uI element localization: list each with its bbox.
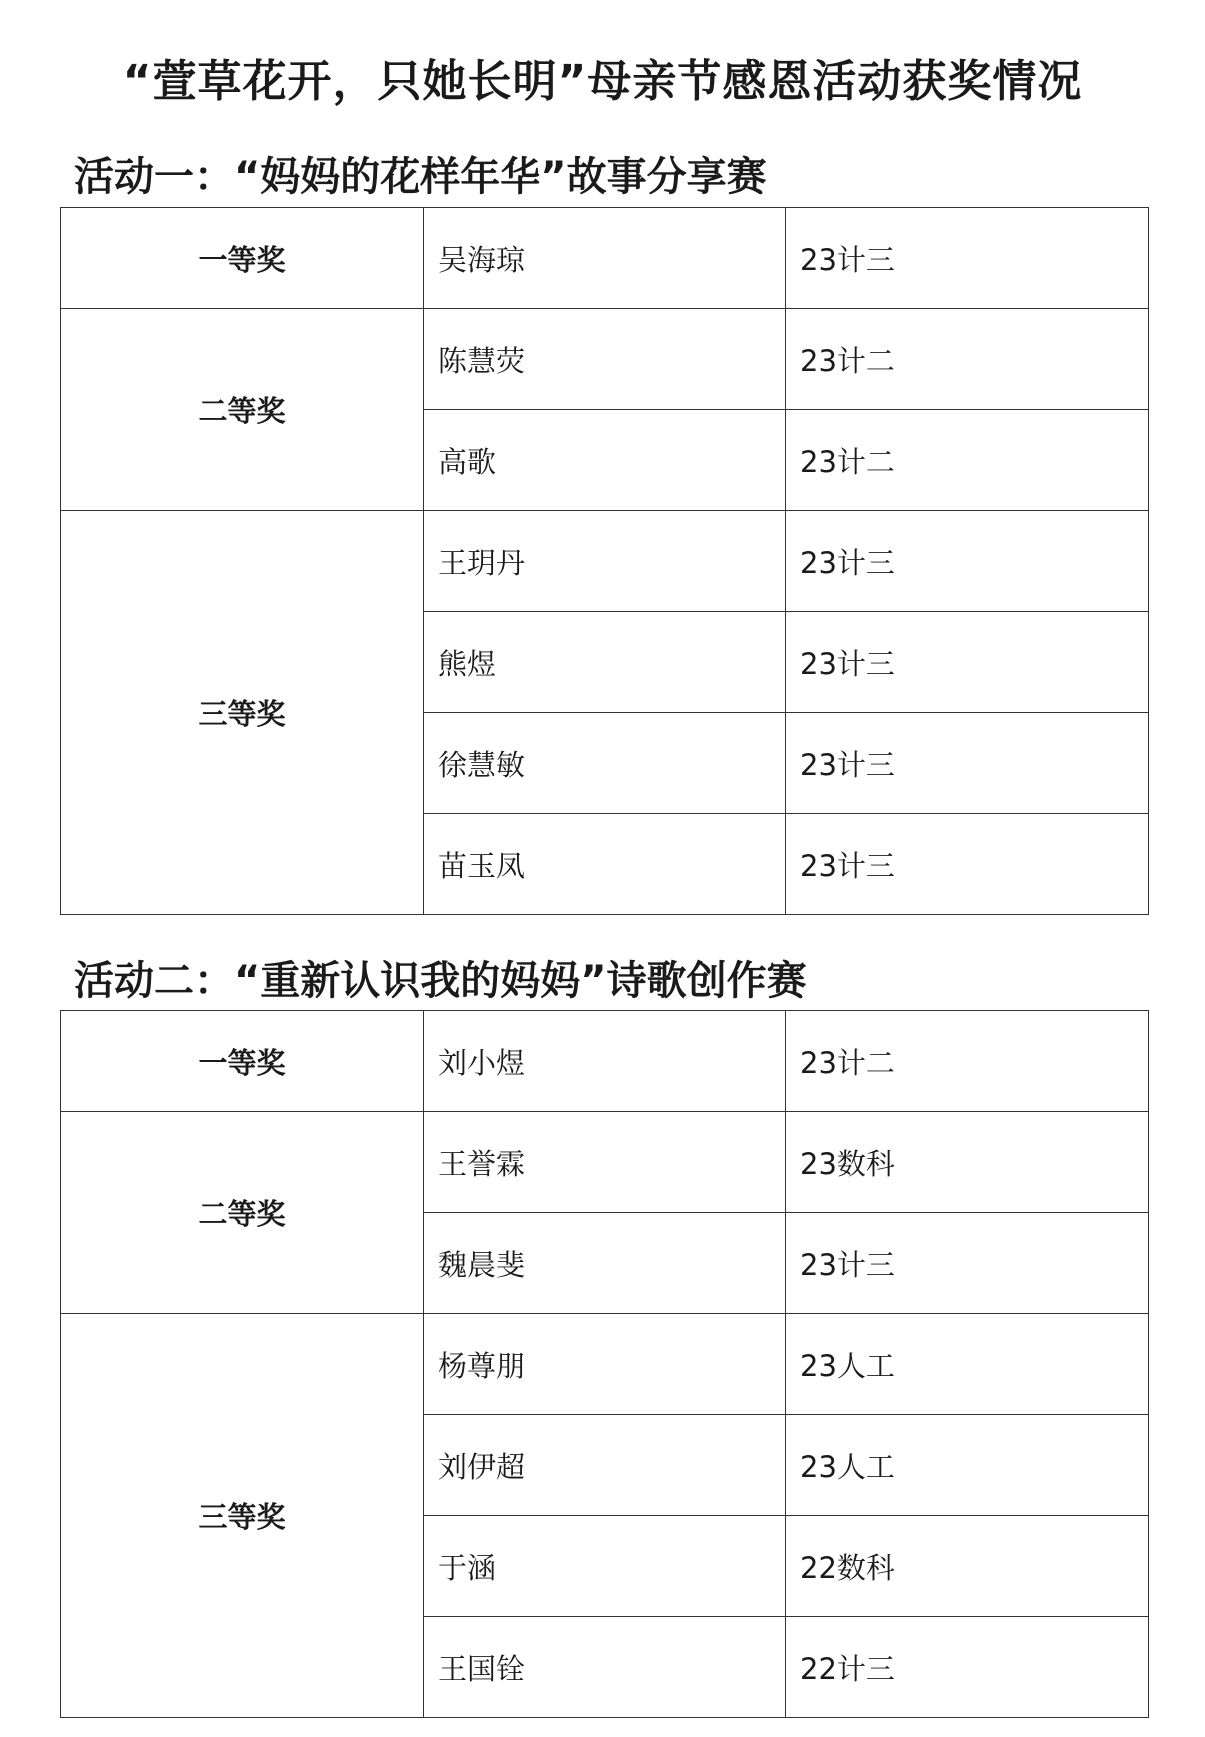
winner-name: 吴海琼 — [424, 208, 786, 309]
table-row — [61, 309, 1149, 410]
award-level-first: 一等奖 — [61, 208, 424, 309]
winner-name: 杨尊朋 — [424, 1314, 786, 1415]
winner-class: 23计三 — [786, 713, 1149, 814]
page-title: “萱草花开，只她长明”母亲节感恩活动获奖情况 — [122, 56, 1083, 107]
table-row — [61, 1011, 1149, 1112]
winner-class: 23计三 — [786, 612, 1149, 713]
winner-name: 陈慧荧 — [424, 309, 786, 410]
table-row — [61, 511, 1149, 612]
activity-1-heading: 活动一：“妈妈的花样年华”故事分享赛 — [74, 154, 767, 200]
winner-name: 高歌 — [424, 410, 786, 511]
winner-name: 王玥丹 — [424, 511, 786, 612]
winner-class: 23计三 — [786, 814, 1149, 915]
activity-2-award-table — [60, 1010, 1149, 1718]
winner-class: 23计二 — [786, 1011, 1149, 1112]
winner-name: 刘伊超 — [424, 1415, 786, 1516]
winner-class: 23人工 — [786, 1415, 1149, 1516]
table-row — [61, 208, 1149, 309]
winner-class: 23数科 — [786, 1112, 1149, 1213]
award-level-third: 三等奖 — [61, 1314, 424, 1718]
winner-name: 徐慧敏 — [424, 713, 786, 814]
winner-name: 熊煜 — [424, 612, 786, 713]
winner-name: 苗玉凤 — [424, 814, 786, 915]
winner-name: 王誉霖 — [424, 1112, 786, 1213]
table-row — [61, 1112, 1149, 1213]
winner-class: 23计二 — [786, 410, 1149, 511]
winner-name: 魏晨斐 — [424, 1213, 786, 1314]
winner-class: 22数科 — [786, 1516, 1149, 1617]
table-row — [61, 1314, 1149, 1415]
award-level-second: 二等奖 — [61, 309, 424, 511]
award-level-third: 三等奖 — [61, 511, 424, 915]
winner-name: 于涵 — [424, 1516, 786, 1617]
winner-class: 23人工 — [786, 1314, 1149, 1415]
winner-class: 23计二 — [786, 309, 1149, 410]
winner-name: 刘小煜 — [424, 1011, 786, 1112]
activity-2-heading: 活动二：“重新认识我的妈妈”诗歌创作赛 — [74, 958, 807, 1004]
winner-class: 22计三 — [786, 1617, 1149, 1718]
activity-1-award-table — [60, 207, 1149, 915]
award-level-first: 一等奖 — [61, 1011, 424, 1112]
award-level-second: 二等奖 — [61, 1112, 424, 1314]
winner-class: 23计三 — [786, 208, 1149, 309]
winner-class: 23计三 — [786, 1213, 1149, 1314]
winner-class: 23计三 — [786, 511, 1149, 612]
winner-name: 王国铨 — [424, 1617, 786, 1718]
